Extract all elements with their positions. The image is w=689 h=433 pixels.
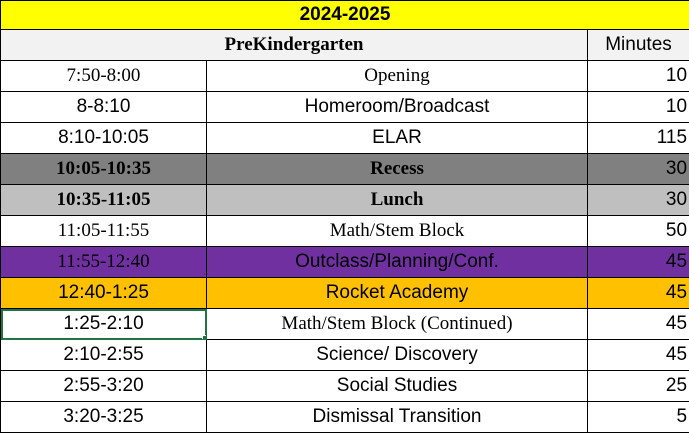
time-cell[interactable]: 12:40-1:25 xyxy=(1,278,207,309)
table-row xyxy=(1,61,689,92)
table-row xyxy=(1,92,689,123)
minutes-cell[interactable]: 30 xyxy=(588,185,689,216)
table-row-outclass xyxy=(1,247,689,278)
table-row xyxy=(1,340,689,371)
minutes-cell[interactable]: 10 xyxy=(588,61,689,92)
time-cell[interactable]: 3:20-3:25 xyxy=(1,402,207,433)
activity-cell[interactable]: Science/ Discovery xyxy=(207,340,588,371)
activity-cell[interactable]: Outclass/Planning/Conf. xyxy=(207,247,588,278)
activity-cell[interactable]: Dismissal Transition xyxy=(207,402,588,433)
time-cell[interactable]: 2:10-2:55 xyxy=(1,340,207,371)
time-cell[interactable]: 11:55-12:40 xyxy=(1,247,207,278)
minutes-cell[interactable]: 45 xyxy=(588,247,689,278)
table-row-recess xyxy=(1,154,689,185)
activity-cell[interactable]: Social Studies xyxy=(207,371,588,402)
minutes-cell[interactable]: 115 xyxy=(588,123,689,154)
table-row xyxy=(1,216,689,247)
activity-cell[interactable]: Opening xyxy=(207,61,588,92)
time-cell[interactable]: 8:10-10:05 xyxy=(1,123,207,154)
table-row-lunch xyxy=(1,185,689,216)
minutes-cell[interactable]: 45 xyxy=(588,340,689,371)
minutes-cell[interactable]: 30 xyxy=(588,154,689,185)
title-row xyxy=(1,1,689,30)
minutes-cell[interactable]: 10 xyxy=(588,92,689,123)
minutes-header[interactable]: Minutes xyxy=(588,30,689,61)
table-row xyxy=(1,123,689,154)
time-cell[interactable]: 10:05-10:35 xyxy=(1,154,207,185)
program-header[interactable]: PreKindergarten xyxy=(1,30,588,61)
table-row xyxy=(1,371,689,402)
year-title[interactable]: 2024-2025 xyxy=(1,1,689,30)
time-cell[interactable]: 10:35-11:05 xyxy=(1,185,207,216)
time-cell[interactable]: 7:50-8:00 xyxy=(1,61,207,92)
time-cell[interactable]: 2:55-3:20 xyxy=(1,371,207,402)
table-row-rocket xyxy=(1,278,689,309)
activity-cell[interactable]: Homeroom/Broadcast xyxy=(207,92,588,123)
activity-cell[interactable]: Math/Stem Block (Continued) xyxy=(207,309,588,340)
header-row xyxy=(1,30,689,61)
minutes-cell[interactable]: 5 xyxy=(588,402,689,433)
minutes-cell[interactable]: 50 xyxy=(588,216,689,247)
activity-cell[interactable]: Recess xyxy=(207,154,588,185)
table-row xyxy=(1,309,689,340)
minutes-cell[interactable]: 45 xyxy=(588,309,689,340)
activity-cell[interactable]: Math/Stem Block xyxy=(207,216,588,247)
activity-cell[interactable]: ELAR xyxy=(207,123,588,154)
table-row xyxy=(1,402,689,433)
activity-cell[interactable]: Rocket Academy xyxy=(207,278,588,309)
time-cell[interactable]: 8-8:10 xyxy=(1,92,207,123)
minutes-cell[interactable]: 45 xyxy=(588,278,689,309)
activity-cell[interactable]: Lunch xyxy=(207,185,588,216)
minutes-cell[interactable]: 25 xyxy=(588,371,689,402)
time-cell[interactable]: 11:05-11:55 xyxy=(1,216,207,247)
time-cell-selected[interactable]: 1:25-2:10 xyxy=(1,309,207,340)
